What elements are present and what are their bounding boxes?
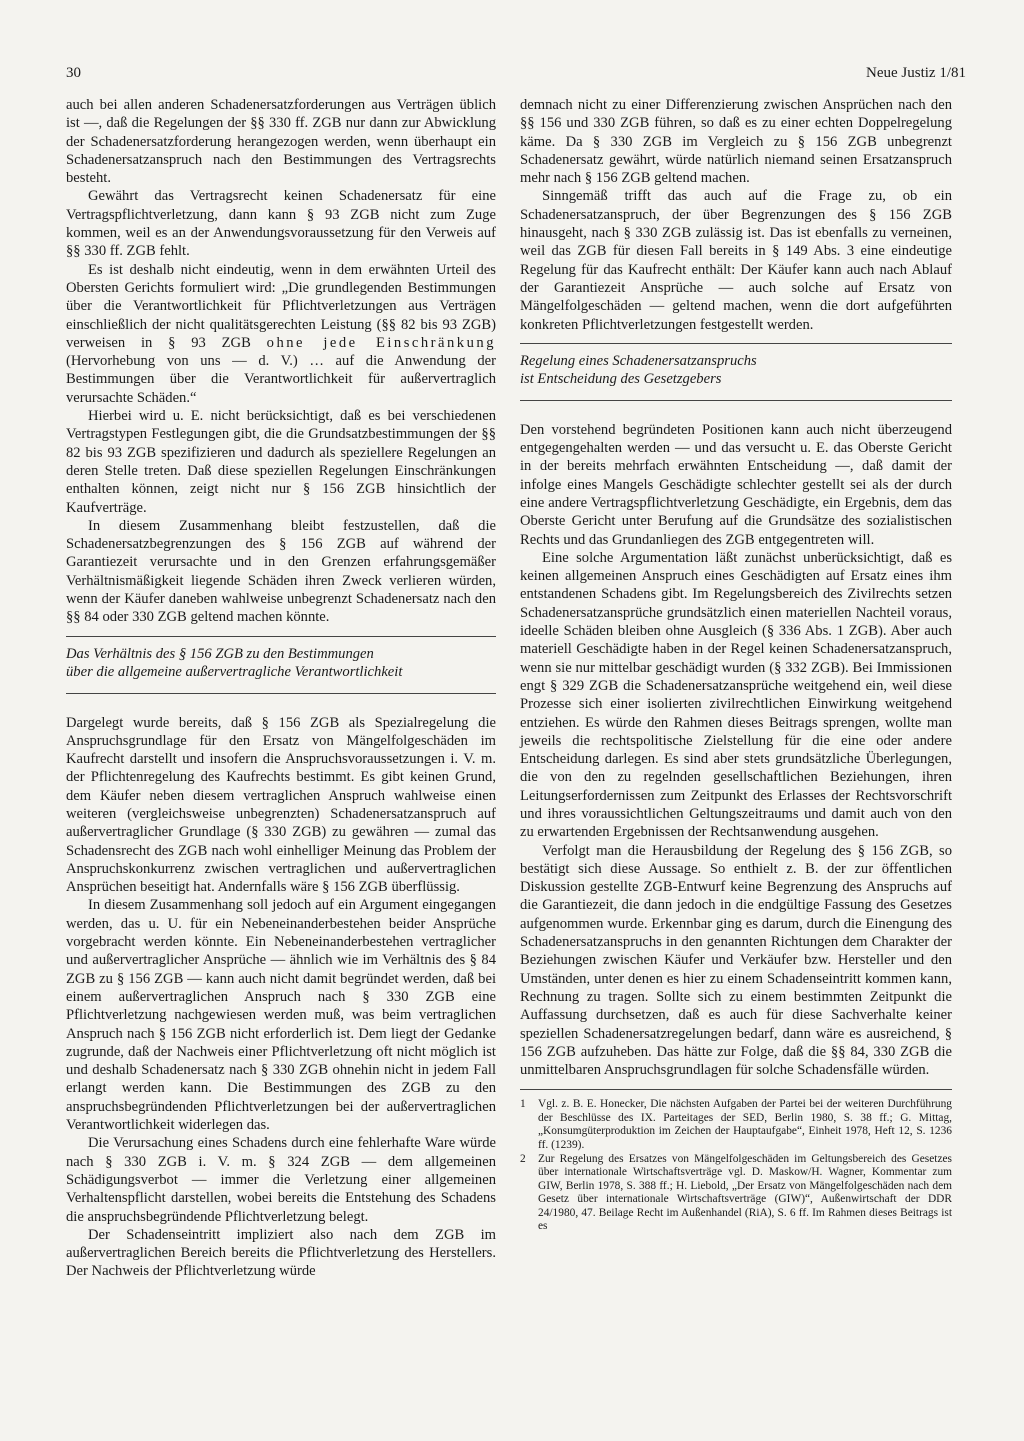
journal-issue: Neue Justiz 1/81 [866,65,966,81]
footnote-text: Zur Regelung des Ersatzes von Mängelfolgeschäden im Geltungsbereich des Gesetzes über internationale Wirtschaftsverträge vgl. D. Maskow/H. Wagner, Kommentar zum GIW, Berlin 1978, S. 388 ff.; H. Liebold, „Der Ersatz von Mängelfolgeschäden nach dem Gesetz über internationale Wirtschaftsverträge (GIW)“, Außenwirtschaft der DDR 24/1980, 47. Beilage Recht im Außenhandel (RiA), S. 6 ff. Im Rahmen dieses Beitrags ist es [538,1153,952,1233]
footnote-number: 2 [520,1153,526,1166]
heading-line: Das Verhältnis des § 156 ZGB zu den Bestimmungen [66,645,374,662]
heading-underline [520,397,952,401]
heading-underline [66,690,496,694]
paragraph: Sinngemäß trifft das auch auf die Frage zu, ob ein Schadenersatzanspruch, der über Begrenzungen des § 156 ZGB hinausgeht, nach § 330 ZGB zulässig ist. Das ist ebenfalls zu verneinen, weil das ZGB für diesen Fall bereits in § 149 Abs. 3 eine eindeutige Regelung für das Kaufrecht enthält: Der Käufer kann auch nach Ablauf der Garantiezeit Ansprüche — auch solche auf Ersatz von Mängelfolgeschäden — geltend machen, wenn die dort aufgeführten konkreten Pflichtverletzungen festgestellt werden. [520,188,952,333]
section-heading [66,645,496,700]
page-header [66,64,966,82]
page-number: 30 [66,65,81,81]
footnote [520,1098,952,1152]
paragraph: Die Verursachung eines Schadens durch eine fehlerhafte Ware würde nach § 330 ZGB i. V. m. § 324 ZGB — dem allgemeinen Schädigungsverbot — immer die Verletzung einer allgemeinen Verhaltenspflicht darstellen, wobei bereits die Entstehung des Schadens die anspruchsbegründende Pflichtverletzung belegt. [66,1135,496,1225]
paragraph: In diesem Zusammenhang soll jedoch auf ein Argument eingegangen werden, das u. U. für ein Nebeneinanderbestehen beider Ansprüche vorgebracht werden könnte. Ein Nebeneinanderbestehen vertraglicher und außervertraglicher Ansprüche — ähnlich wie im Verhältnis des § 84 ZGB zu § 156 ZGB — kann auch nicht damit begründet werden, daß bei einem außervertraglichen Anspruch nach § 330 ZGB eine Pflichtverletzung nachgewiesen werden muß, was beim vertraglichen Anspruch nach § 156 ZGB nicht erforderlich ist. Dem liegt der Gedanke zugrunde, daß der Nachweis einer Pflichtverletzung oft nicht möglich ist und deshalb Schadenersatz nach § 330 ZGB ohnehin nicht in jedem Fall erlangt werden kann. Die Bestimmungen des ZGB zu den anspruchsbegründenden Pflichtverletzungen bei der außervertraglichen Verantwortlichkeit widerlegen das. [66,897,496,1134]
paragraph: Hierbei wird u. E. nicht berücksichtigt, daß es bei verschiedenen Vertragstypen Festlegungen gibt, die die Grundsatzbestimmungen der §§ 82 bis 93 ZGB spezifizieren und dadurch als speziellere Regelungen an deren Stelle treten. Daß diese speziellen Regelungen Einschränkungen enthalten können, zeigt nicht nur § 156 ZGB hinsichtlich der Kaufverträge. [66,408,496,516]
text-run: Es ist deshalb nicht eindeutig, wenn in dem erwähnten Urteil des Obersten Gerichts formuliert wird: „Die grundlegenden Bestimmungen über die Verantwortlichkeit für Pflichtverletzungen aus Verträgen einschließlich der nicht qualitätsgerechten Leistung (§§ 82 bis 93 ZGB) verweisen in § 93 ZGB [66,261,496,351]
paragraph [66,261,496,407]
left-column [66,96,496,1281]
paragraph: Der Schadenseintritt impliziert also nach dem ZGB im außervertraglichen Bereich bereits die Pflichtverletzung des Herstellers. Der Nachweis der Pflichtverletzung würde [66,1226,496,1280]
section-divider [520,343,952,344]
footnotes [520,1089,952,1233]
text-run: (Hervorhebung von uns — d. V.) … auf die Anwendung der Bestimmungen über die Verantwortlichkeit für außervertraglich verursachte Schäden.“ [66,353,496,406]
emphasis-spaced: ohne jede Einschränkung [266,334,496,351]
heading-line: über die allgemeine außervertragliche Verantwortlichkeit [66,663,403,680]
paragraph: Eine solche Argumentation läßt zunächst unberücksichtigt, daß es keinen allgemeinen Anspruch eines Geschädigten auf Ersatz eines ihm entstandenen Schadens gibt. Im Regelungsbereich des Zivilrechts setzen Schadenersatzansprüche grundsätzlich einen materiellen Nachteil voraus, ideelle Schäden bleiben ohne Ausgleich (§ 336 Abs. 1 ZGB). Aber auch materiell Geschädigte haben in der Regel keinen Schadenersatzanspruch, wenn sie nur mittelbar geschädigt wurden (§ 332 ZGB). Bei Immissionen engt § 329 ZGB die Schadenersatzansprüche weitgehend ein, weil diese Prozesse sich einer isolierten zivilrechtlichen Einwirkung weitgehend entziehen. Es würde den Rahmen dieses Beitrags sprengen, wollte man jeweils die rechtspolitische Zielstellung für die eine oder andere Entscheidung darlegen. Es sind aber stets grundsätzliche Überlegungen, die von den zu regelnden gesellschaftlichen Beziehungen, ihren Leitungserfordernissen zum Zeitpunkt des Erlasses der Rechtsvorschrift und ihres voraussichtlichen Geltungszeitraums und damit auch von den zu erwartenden Ergebnissen der Rechtsanwendung ausgehen. [520,549,952,841]
footnote-text: Vgl. z. B. E. Honecker, Die nächsten Aufgaben der Partei bei der weiteren Durchführung der Beschlüsse des IX. Parteitages der SED, Berlin 1980, S. 38 ff.; G. Mittag, „Konsumgüterproduktion im Zeichen der Hauptaufgabe“, Einheit 1978, Heft 12, S. 1236 ff. (1239). [538,1098,952,1151]
right-column [520,96,952,1235]
paragraph: Verfolgt man die Herausbildung der Regelung des § 156 ZGB, so bestätigt sich diese Aussage. So enthielt z. B. der zur öffentlichen Diskussion gestellte ZGB-Entwurf keine Begrenzung des Anspruchs auf die Garantiezeit, die dann jedoch in die endgültige Fassung des Gesetzes aufgenommen wurde. Erkennbar ging es darum, durch die Einengung des Schadenersatzanspruchs in den genannten Richtungen dem Charakter der Beziehungen zwischen Käufer und Verkäufer bzw. Hersteller und den Umständen, unter denen es hier zu einem Schadenseintritt kommen kann, Rechnung zu tragen. Sollte sich zu einem bestimmten Zeitpunkt die Auffassung durchsetzen, daß es auch für diese Sachverhalte keiner speziellen Schadenersatzregelungen bedarf, dann wäre es ausreichend, § 156 ZGB aufzuheben. Das hätte zur Folge, daß die §§ 84, 330 ZGB die unmittelbaren Anspruchsgrundlagen für solche Schadensfälle würden. [520,842,952,1079]
paragraph: auch bei allen anderen Schadenersatzforderungen aus Verträgen üblich ist —, daß die Regelungen der §§ 330 ff. ZGB nur dann zur Abwicklung der Schadenersatzforderung herangezogen werden, wenn überhaupt ein Schadenersatzanspruch nach den Bestimmungen des Vertragsrechts besteht. [66,97,496,187]
paragraph: Den vorstehend begründeten Positionen kann auch nicht überzeugend entgegengehalten werden — und das versucht u. E. das Oberste Gericht in der bereits mehrfach erwähnten Entscheidung —, daß damit der infolge eines Mangels Geschädigte schlechter gestellt sei als der durch eine andere Vertragspflichtverletzung Geschädigte, ein Ergebnis, dem das Oberste Gericht unter Berufung auf die Grundsätze des sozialistischen Rechts und das Grundanliegen des ZGB entgegentreten will. [520,421,952,548]
heading-line: Regelung eines Schadenersatzanspruchs [520,352,757,369]
heading-line: ist Entscheidung des Gesetzgebers [520,371,722,388]
section-divider [66,636,496,637]
paragraph: Gewährt das Vertragsrecht keinen Schadenersatz für eine Vertragspflichtverletzung, dann kann § 93 ZGB nicht zum Zuge kommen, weil es an der Anwendungsvoraussetzung für den Verweis auf §§ 330 ff. ZGB fehlt. [66,188,496,260]
paragraph: demnach nicht zu einer Differenzierung zwischen Ansprüchen nach den §§ 156 und 330 ZGB führen, so daß es zu einer echten Doppelregelung käme. Da § 330 ZGB im Vergleich zu § 156 ZGB unbegrenzt Schadenersatz gewährt, würde natürlich niemand seinen Ersatzanspruch mehr nach § 156 ZGB geltend machen. [520,97,952,187]
section-heading [520,352,952,407]
footnote-number: 1 [520,1098,526,1111]
paragraph: Dargelegt wurde bereits, daß § 156 ZGB als Spezialregelung die Anspruchsgrundlage für den Ersatz von Mängelfolgeschäden im Kaufrecht darstellt und insofern die Anspruchsvoraussetzungen i. V. m. der Pflichtenregelung des Kaufrechts bestimmt. Es gibt keinen Grund, dem Käufer neben diesem vertraglichen Anspruch wahlweise einen weiteren (vergleichsweise unbegrenzten) Schadenersatzanspruch auf außervertraglicher Grundlage (§ 330 ZGB) zu gewähren — zumal das Schadensrecht des ZGB nach wohl einhelliger Meinung das Problem der Anspruchskonkurrenz zwischen vertraglichen und außervertraglichen Ansprüchen beseitigt hat. Andernfalls wäre § 156 ZGB überflüssig. [66,714,496,896]
paragraph: In diesem Zusammenhang bleibt festzustellen, daß die Schadenersatzbegrenzungen des § 156 ZGB auf während der Garantiezeit verursachte und in den Grenzen erfahrungsgemäßer Verhältnismäßigkeit liegende Schäden ihren Zweck verlieren würden, wenn der Käufer daneben wahlweise unbegrenzt Schadenersatz nach den §§ 84 oder 330 ZGB geltend machen könnte. [66,517,496,626]
footnote [520,1153,952,1233]
